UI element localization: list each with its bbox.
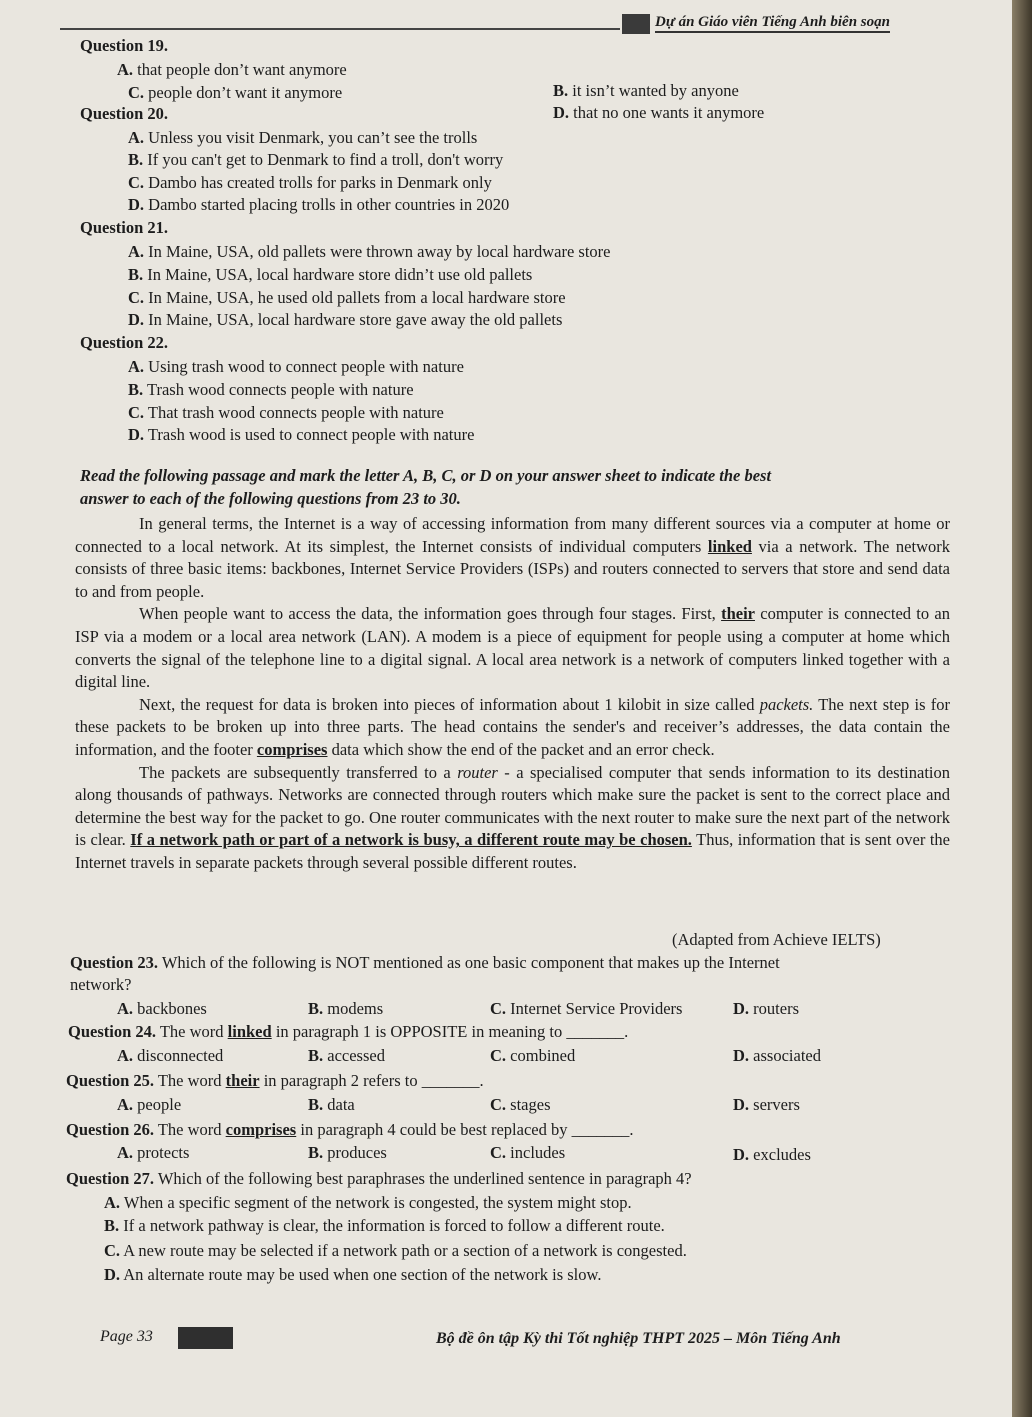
q27-option-c: C. A new route may be selected if a network path or a section of a network is congested. [104, 1241, 687, 1260]
reading-passage [75, 513, 950, 875]
underlined-sentence: If a network path or part of a network is busy, a different route may be chosen. [130, 830, 692, 850]
q25-blank: _______. [421, 1071, 484, 1090]
page-edge-shadow [1012, 0, 1032, 1417]
q21-option-d: D. In Maine, USA, local hardware store gave away the old pallets [128, 310, 563, 329]
q26-option-b-text: produces [327, 1143, 387, 1162]
p1-text-b: via a network. The network consists of three basic items: backbones, Internet Service Providers (ISPs) and routers connected to servers that store and send data to and from people. [75, 536, 950, 601]
header-rule [60, 28, 620, 30]
q19-option-b-text: it isn’t wanted by anyone [572, 81, 739, 100]
header-logo-block [622, 14, 650, 34]
q24-option-a: A. disconnected [117, 1046, 224, 1065]
q20-option-c-text: Dambo has created trolls for parks in Denmark only [148, 173, 492, 192]
footer-title: Bộ đề ôn tập Kỳ thi Tốt nghiệp THPT 2025 – Môn Tiếng Anh [436, 1330, 841, 1347]
p3-text-c: data which show the end of the packet and an error check. [327, 739, 715, 759]
passage-source: (Adapted from Achieve IELTS) [672, 930, 881, 949]
q19-option-a-text: that people don’t want anymore [137, 60, 347, 79]
question-26-stem [66, 1120, 633, 1140]
word-their: their [721, 604, 755, 624]
q25-stem-b: in paragraph 2 refers to [259, 1071, 422, 1090]
q23-stem-text: Which of the following is NOT mentioned as one basic component that makes up the Internet [158, 953, 780, 972]
q22-option-c-text: That trash wood connects people with nature [147, 403, 444, 422]
q24-option-b: B. accessed [308, 1046, 385, 1065]
q22-option-a: A. Using trash wood to connect people with nature [128, 357, 464, 376]
q20-option-c: C. Dambo has created trolls for parks in Denmark only [128, 173, 492, 192]
q22-option-c: C. That trash wood connects people with nature [128, 403, 444, 422]
q24-label: Question 24. [68, 1022, 157, 1041]
paragraph-3 [75, 694, 950, 762]
q26-word: comprises [225, 1120, 297, 1139]
p1-text-a: In general terms, the Internet is a way of accessing information from many different sources via a computer at home or connected to a local network. At its simplest, the Internet consists of individual computers [75, 514, 950, 556]
q21-option-a: A. In Maine, USA, old pallets were thrown away by local hardware store [128, 242, 611, 261]
q24-stem-a: The word [156, 1022, 228, 1041]
q26-blank: _______. [571, 1120, 634, 1139]
word-router: router [457, 762, 498, 782]
question-21-label: Question 21. [80, 218, 169, 237]
q19-option-c: C. people don’t want it anymore [128, 83, 343, 102]
q24-option-b-text: accessed [327, 1046, 385, 1065]
q20-option-d-text: Dambo started placing trolls in other countries in 2020 [148, 195, 510, 214]
q26-label: Question 26. [66, 1120, 155, 1139]
q22-option-b-text: Trash wood connects people with nature [146, 380, 414, 399]
q20-option-a-text: Unless you visit Denmark, you can’t see the trolls [148, 128, 478, 147]
q19-option-b: B. it isn’t wanted by anyone [553, 81, 739, 100]
q26-option-d-text: excludes [753, 1145, 811, 1164]
q23-option-a: A. backbones [117, 999, 207, 1018]
q26-stem-b: in paragraph 4 could be best replaced by [296, 1120, 572, 1139]
q26-option-b: B. produces [308, 1143, 387, 1162]
q26-option-a: A. protects [117, 1143, 190, 1162]
q20-option-a: A. Unless you visit Denmark, you can’t see the trolls [128, 128, 478, 147]
p4-text-a: The packets are subsequently transferred to a [139, 762, 458, 782]
q23-option-c: C. Internet Service Providers [490, 999, 683, 1018]
q22-option-d: D. Trash wood is used to connect people with nature [128, 425, 475, 444]
word-comprises: comprises [256, 739, 328, 759]
q21-option-a-text: In Maine, USA, old pallets were thrown away by local hardware store [148, 242, 611, 261]
q27-option-b-text: If a network pathway is clear, the information is forced to follow a different route. [123, 1216, 665, 1235]
q24-option-d: D. associated [733, 1046, 821, 1065]
q19-option-a: A. that people don’t want anymore [117, 60, 347, 79]
q19-option-d: D. that no one wants it anymore [553, 103, 765, 122]
footer-block [178, 1327, 233, 1349]
question-19-label: Question 19. [80, 36, 169, 55]
q25-label: Question 25. [66, 1071, 155, 1090]
q23-option-b-text: modems [327, 999, 384, 1018]
q25-option-a-text: people [137, 1095, 182, 1114]
q20-option-b: B. If you can't get to Denmark to find a troll, don't worry [128, 150, 504, 169]
header-title: Dự án Giáo viên Tiếng Anh biên soạn [655, 14, 890, 33]
question-25-stem [66, 1071, 484, 1091]
q25-option-c-text: stages [510, 1095, 551, 1114]
q27-option-c-text: A new route may be selected if a network path or a section of a network is congested. [123, 1241, 687, 1260]
question-23-stem-line-2: network? [70, 975, 132, 994]
q23-option-d: D. routers [733, 999, 799, 1018]
q21-option-b: B. In Maine, USA, local hardware store didn’t use old pallets [128, 265, 533, 284]
q27-option-a: A. When a specific segment of the network is congested, the system might stop. [104, 1193, 632, 1212]
question-22-label: Question 22. [80, 333, 169, 352]
paragraph-2 [75, 603, 950, 693]
p4-text-b: - a specialised computer that sends information to its destination along thousands of pathways. Networks are connected through routers which make sure the packet is sent to the correct place and determine the best way for the packet to go. One router communicates with the next router to make sure the next part of the network is clear. [75, 762, 951, 850]
q27-option-b: B. If a network pathway is clear, the information is forced to follow a different route. [104, 1216, 665, 1235]
q27-option-a-text: When a specific segment of the network is congested, the system might stop. [123, 1193, 632, 1212]
q21-option-d-text: In Maine, USA, local hardware store gave away the old pallets [148, 310, 563, 329]
q19-option-c-text: people don’t want it anymore [148, 83, 343, 102]
q25-option-b: B. data [308, 1095, 355, 1114]
q20-option-d: D. Dambo started placing trolls in other countries in 2020 [128, 195, 510, 214]
instruction-line-2: answer to each of the following questions from 23 to 30. [80, 489, 461, 508]
q21-option-b-text: In Maine, USA, local hardware store didn’t use old pallets [147, 265, 533, 284]
question-20-label: Question 20. [80, 104, 169, 123]
q23-option-a-text: backbones [137, 999, 207, 1018]
q25-option-d: D. servers [733, 1095, 800, 1114]
q25-option-a: A. people [117, 1095, 182, 1114]
q25-option-b-text: data [327, 1095, 355, 1114]
word-packets: packets. [759, 694, 814, 714]
p2-text-b: computer is connected to an ISP via a modem or a local area network (LAN). A modem is a piece of equipment for people using a computer at home which converts the signal of the telephone line to a digital signal. A local area network is a network of computers linked together with a digital line. [75, 604, 950, 692]
q26-option-a-text: protects [137, 1143, 190, 1162]
q23-option-d-text: routers [753, 999, 799, 1018]
page-number: Page 33 [100, 1328, 153, 1345]
paragraph-1 [75, 513, 950, 603]
q27-option-d: D. An alternate route may be used when one section of the network is slow. [104, 1265, 602, 1284]
paragraph-4 [75, 762, 950, 875]
p3-text-a: Next, the request for data is broken into pieces of information about 1 kilobit in size called [139, 694, 760, 714]
q23-label: Question 23. [70, 953, 159, 972]
p4-text-c: Thus, information that is sent over the Internet travels in separate packets through several possible different routes. [75, 830, 951, 872]
q26-option-c: C. includes [490, 1143, 566, 1162]
question-27-stem [66, 1169, 692, 1189]
q23-option-c-text: Internet Service Providers [510, 999, 683, 1018]
q26-option-d: D. excludes [733, 1145, 811, 1164]
question-23-stem [70, 953, 780, 973]
q26-option-c-text: includes [510, 1143, 566, 1162]
q19-option-d-text: that no one wants it anymore [573, 103, 765, 122]
q21-option-c-text: In Maine, USA, he used old pallets from a local hardware store [148, 288, 566, 307]
q25-stem-a: The word [154, 1071, 226, 1090]
q27-label: Question 27. [66, 1169, 155, 1188]
q24-blank: _______. [566, 1022, 629, 1041]
q25-option-c: C. stages [490, 1095, 551, 1114]
q27-option-d-text: An alternate route may be used when one section of the network is slow. [123, 1265, 602, 1284]
word-linked: linked [707, 536, 752, 556]
question-24-stem [68, 1022, 628, 1042]
q24-option-a-text: disconnected [137, 1046, 224, 1065]
p2-text-a: When people want to access the data, the information goes through four stages. First, [139, 604, 722, 624]
q25-word: their [225, 1071, 260, 1090]
q26-stem-a: The word [154, 1120, 226, 1139]
q27-stem-text: Which of the following best paraphrases the underlined sentence in paragraph 4? [154, 1169, 692, 1188]
q25-option-d-text: servers [753, 1095, 800, 1114]
q20-option-b-text: If you can't get to Denmark to find a troll, don't worry [147, 150, 504, 169]
q24-word: linked [227, 1022, 272, 1041]
q24-option-d-text: associated [753, 1046, 821, 1065]
q22-option-d-text: Trash wood is used to connect people with nature [147, 425, 475, 444]
q22-option-a-text: Using trash wood to connect people with nature [148, 357, 464, 376]
q23-option-b: B. modems [308, 999, 384, 1018]
p3-text-b: The next step is for these packets to be broken up into three parts. The head contains the sender's and receiver’s addresses, the data contain the information, and the footer [75, 694, 950, 759]
instruction-line-1: Read the following passage and mark the letter A, B, C, or D on your answer sheet to indicate the best [80, 466, 772, 485]
q24-stem-b: in paragraph 1 is OPPOSITE in meaning to [271, 1022, 567, 1041]
q22-option-b: B. Trash wood connects people with nature [128, 380, 414, 399]
q24-option-c-text: combined [510, 1046, 576, 1065]
q21-option-c: C. In Maine, USA, he used old pallets from a local hardware store [128, 288, 566, 307]
q24-option-c: C. combined [490, 1046, 576, 1065]
